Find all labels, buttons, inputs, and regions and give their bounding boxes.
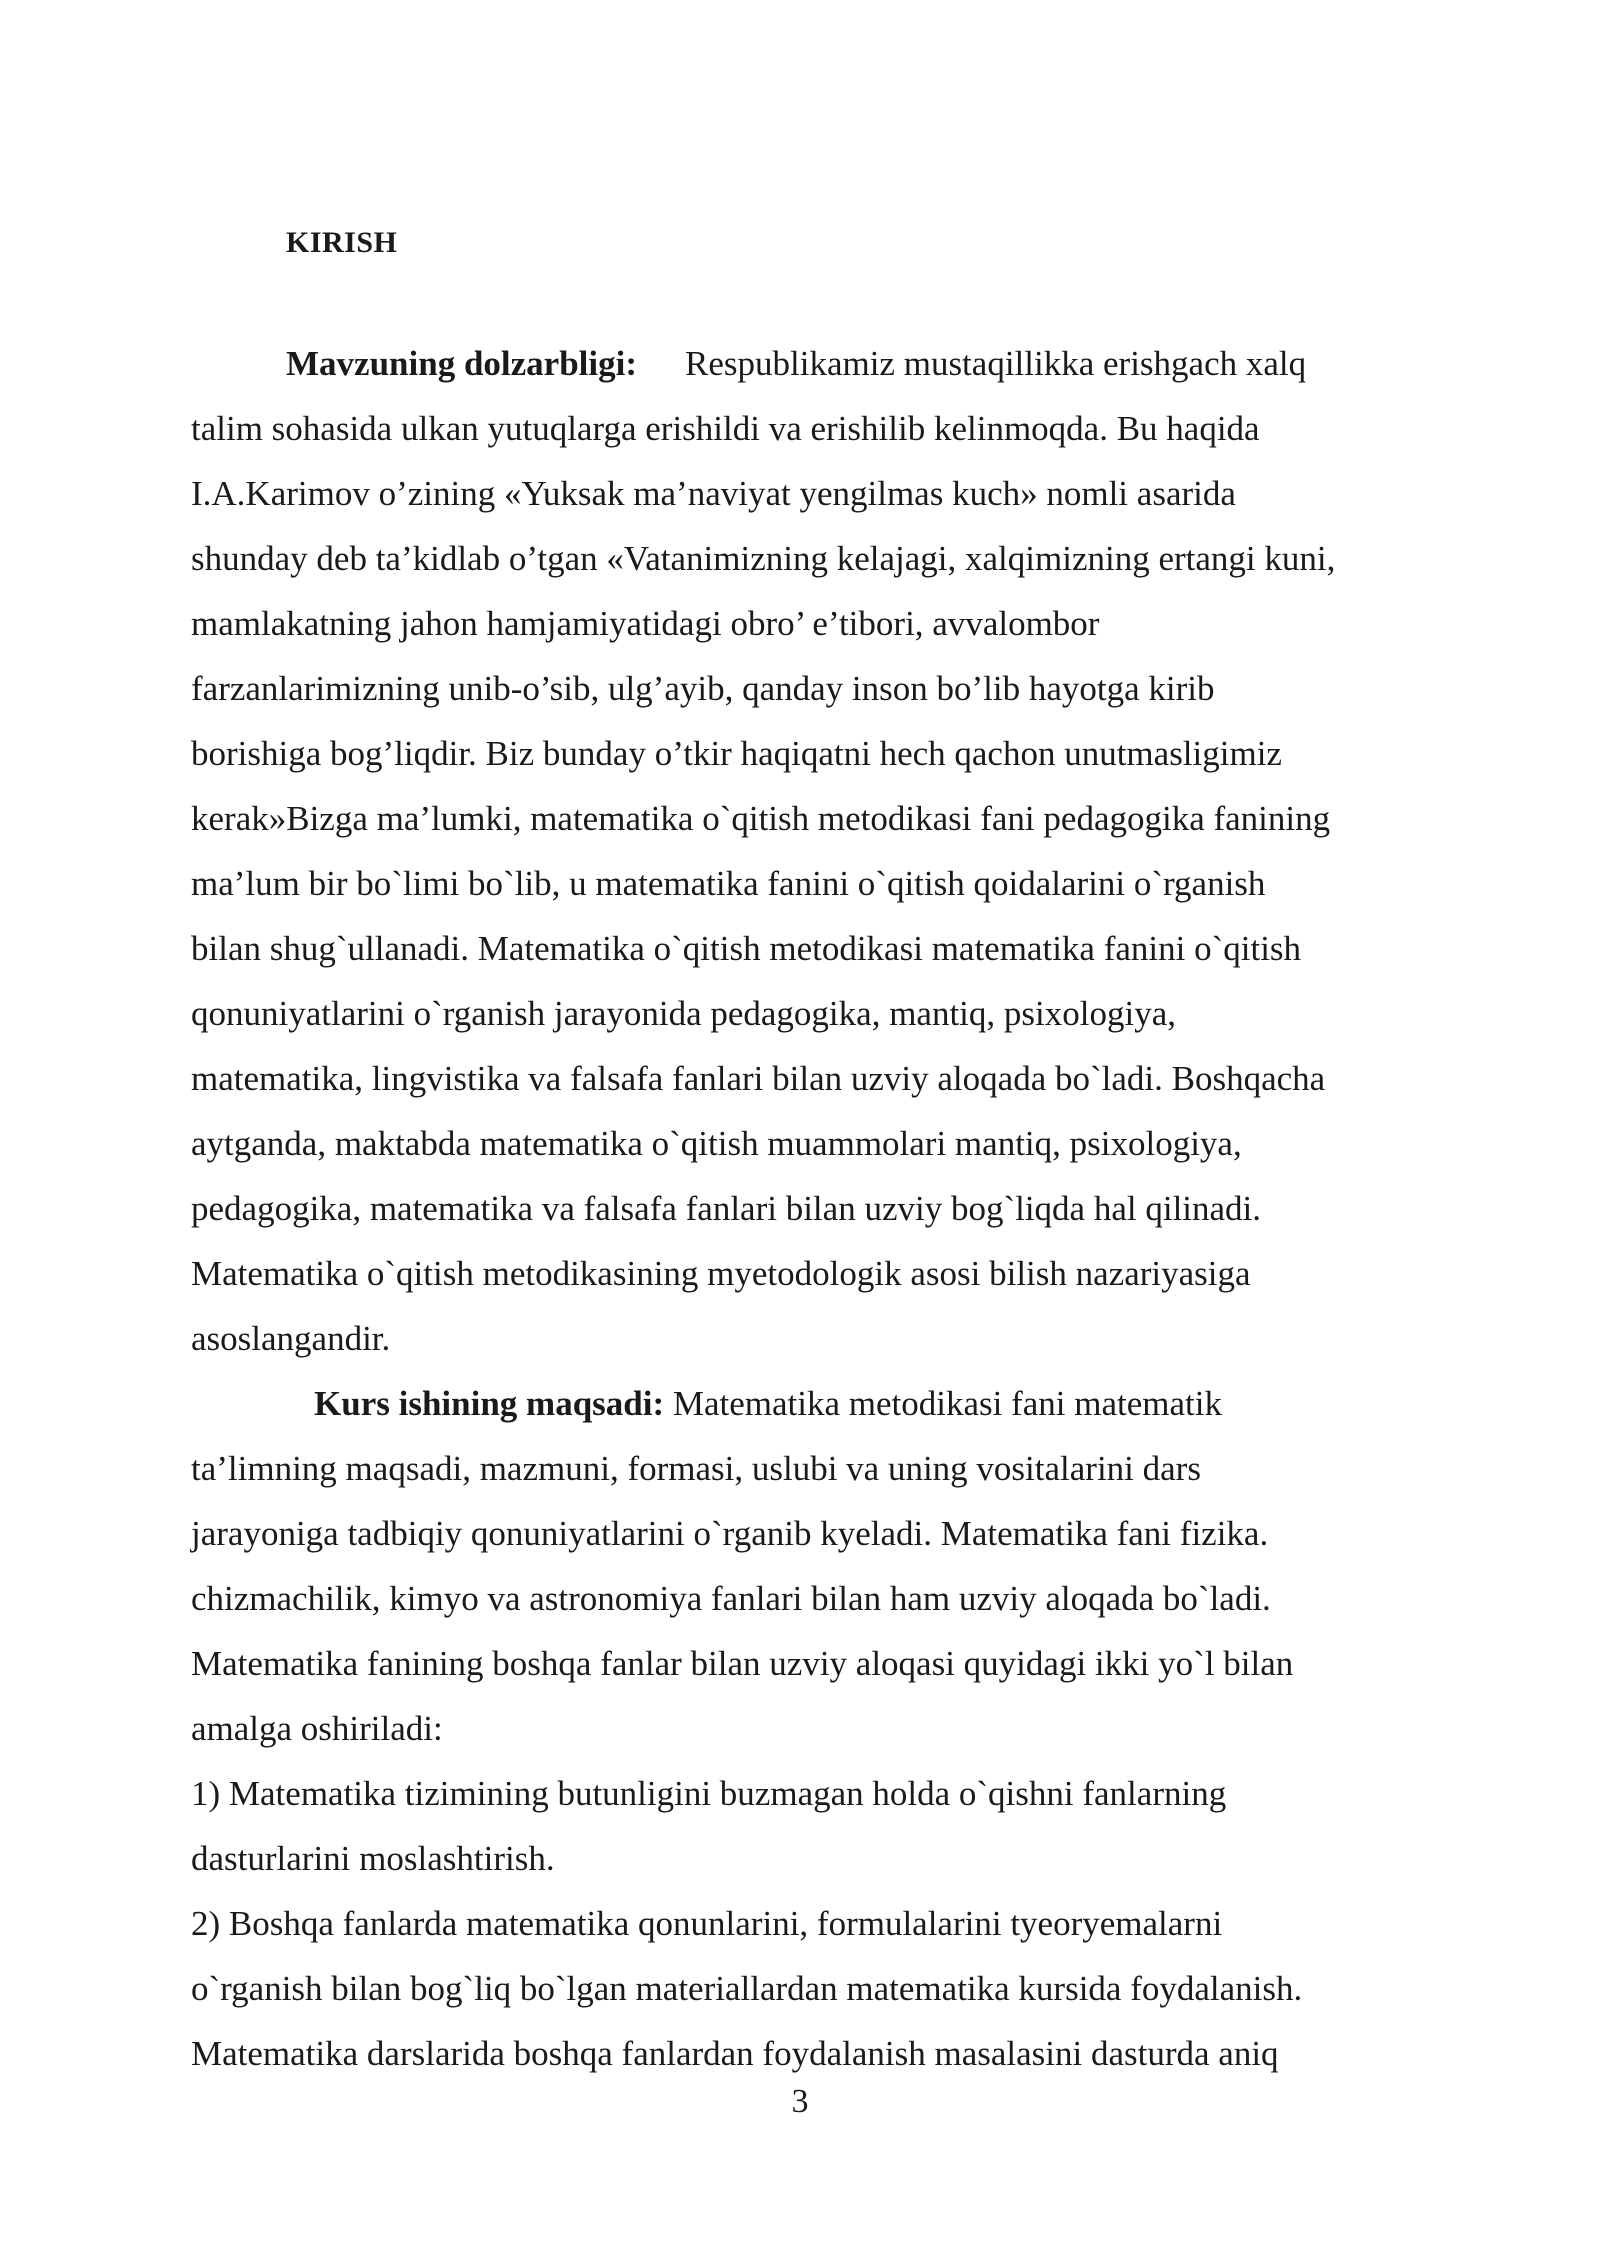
text-line: jarayoniga tadbiqiy qonuniyatlarini o`rganib kyeladi. Matematika fani fizika.	[191, 1514, 1269, 1553]
page-number: 3	[791, 2083, 809, 2120]
page-heading: KIRISH	[286, 226, 398, 259]
text-line: o`rganish bilan bog`liq bo`lgan materiallardan matematika kursida foydalanish.	[191, 1969, 1303, 2008]
text-line: shunday deb ta’kidlab o’tgan «Vatanimizning kelajagi, xalqimizning ertangi kuni,	[191, 539, 1336, 578]
text-line: Matematika darslarida boshqa fanlardan foydalanish masalasini dasturda aniq	[191, 2034, 1279, 2073]
text-line: talim sohasida ulkan yutuqlarga erishildi va erishilib kelinmoqda. Bu haqida	[191, 409, 1260, 448]
text-line: chizmachilik, kimyo va astronomiya fanlari bilan ham uzviy aloqada bo`ladi.	[191, 1579, 1271, 1618]
list-item: 2) Boshqa fanlarda matematika qonunlarini, formulalarini tyeoryemalarni	[191, 1904, 1223, 1943]
text-line: qonuniyatlarini o`rganish jarayonida pedagogika, mantiq, psixologiya,	[191, 994, 1176, 1033]
text-line: aytganda, maktabda matematika o`qitish muammolari mantiq, psixologiya,	[191, 1124, 1242, 1163]
paragraph-first-line	[191, 1371, 1461, 1436]
text-line: farzanlarimizning unib-o’sib, ulg’ayib, qanday inson bo’lib hayotga kirib	[191, 669, 1215, 708]
text-line: asoslangandir.	[191, 1319, 391, 1358]
text-line: ma’lum bir bo`limi bo`lib, u matematika fanini o`qitish qoidalarini o`rganish	[191, 864, 1266, 903]
text-line: matematika, lingvistika va falsafa fanlari bilan uzviy aloqada bo`ladi. Boshqacha	[191, 1059, 1326, 1098]
paragraph-first-line	[191, 331, 1461, 396]
text-line: borishiga bog’liqdir. Biz bunday o’tkir haqiqatni hech qachon unutmasligimiz	[191, 734, 1282, 773]
text-line: ta’limning maqsadi, mazmuni, formasi, uslubi va uning vositalarini dars	[191, 1449, 1201, 1488]
text-line: dasturlarini moslashtirish.	[191, 1839, 555, 1878]
text-line: Matematika o`qitish metodikasining myetodologik asosi bilish nazariyasiga	[191, 1254, 1251, 1293]
text-line: kerak»Bizga ma’lumki, matematika o`qitish metodikasi fani pedagogika fanining	[191, 799, 1331, 838]
text-line: Matematika metodikasi fani matematik	[664, 1384, 1223, 1423]
list-item: 1) Matematika tizimining butunligini buzmagan holda o`qishni fanlarning	[191, 1774, 1227, 1813]
document-body	[191, 331, 1461, 2086]
text-line: I.A.Karimov o’zining «Yuksak ma’naviyat yengilmas kuch» nomli asarida	[191, 474, 1236, 513]
text-line: amalga oshiriladi:	[191, 1709, 443, 1748]
text-line: pedagogika, matematika va falsafa fanlari bilan uzviy bog`liqda hal qilinadi.	[191, 1189, 1262, 1228]
text-line: mamlakatning jahon hamjamiyatidagi obro’ e’tibori, avvalombor	[191, 604, 1100, 643]
text-line: Matematika fanining boshqa fanlar bilan uzviy aloqasi quyidagi ikki yo`l bilan	[191, 1644, 1294, 1683]
text-line: bilan shug`ullanadi. Matematika o`qitish metodikasi matematika fanini o`qitish	[191, 929, 1302, 968]
section-label-goal: Kurs ishining maqsadi:	[314, 1384, 665, 1423]
section-label-relevance: Mavzuning dolzarbligi:	[286, 344, 637, 383]
text-line: Respublikamiz mustaqillikka erishgach xalq	[685, 344, 1307, 383]
